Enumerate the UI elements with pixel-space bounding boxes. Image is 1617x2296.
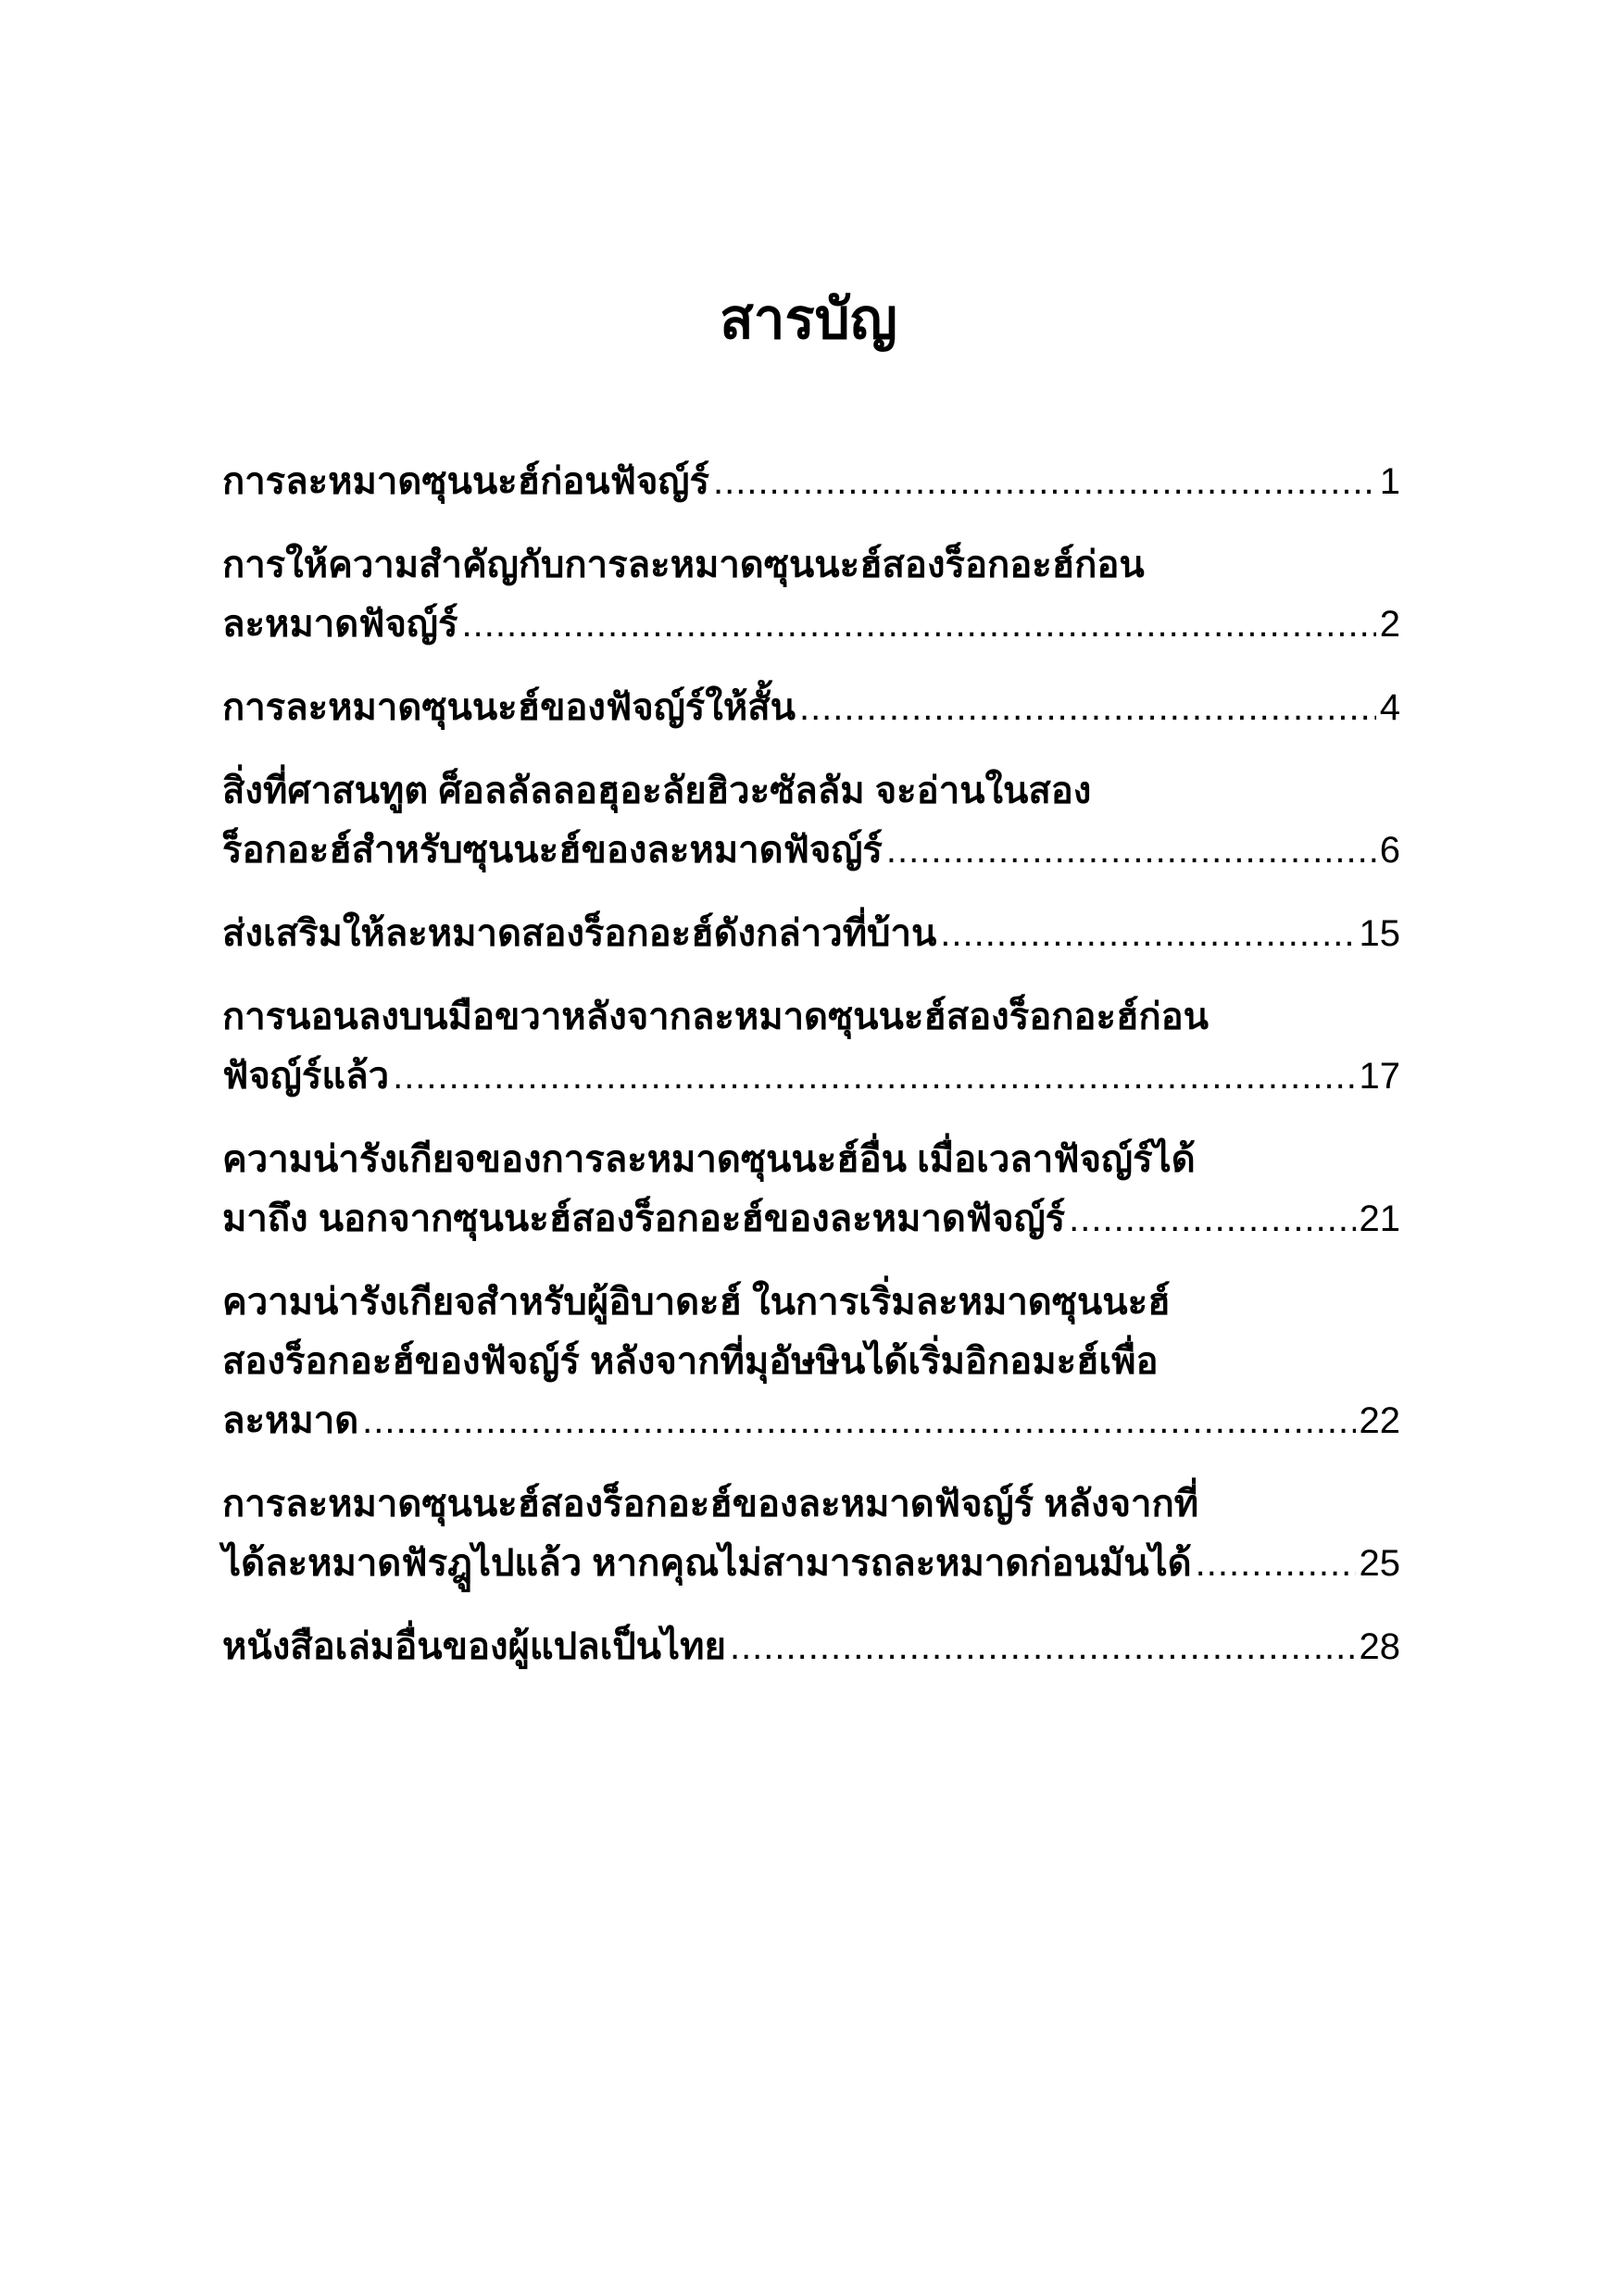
toc-entry-title-line: ความน่ารังเกียจของการละหมาดซุนนะฮ์อื่น เมื่อเวลาฟัจญ์ร์ได้ [222, 1139, 1196, 1180]
toc-entry-title-line: ฟัจญ์ร์แล้ว [222, 1056, 390, 1097]
dot-leader [393, 1047, 1355, 1106]
toc-entry-title-line: สิ่งที่ศาสนทูต ศ็อลลัลลอฮุอะลัยฮิวะซัลลัม จะอ่านในสอง [222, 771, 1092, 811]
toc-entry-last-line [222, 1047, 1400, 1106]
toc-entry[interactable] [222, 1474, 1400, 1593]
toc-entry-title-line: การนอนลงบนมือขวาหลังจากละหมาดซุนนะฮ์สองร็อกอะฮ์ก่อน [222, 997, 1209, 1037]
toc-entry-last-line [222, 1189, 1400, 1248]
toc-entry-title-line: ความน่ารังเกียจสำหรับผู้อิบาดะฮ์ ในการเริ่มละหมาดซุนนะฮ์ [222, 1282, 1171, 1323]
toc-page-number: 2 [1379, 604, 1400, 645]
toc-entry-last-line [222, 821, 1400, 880]
table-of-contents [222, 452, 1400, 1700]
toc-entry[interactable] [222, 904, 1400, 963]
dot-leader [799, 678, 1376, 737]
toc-entry-title-line: การละหมาดซุนนะฮ์สองร็อกอะฮ์ของละหมาดฟัจญ์ร์ หลังจากที่ [222, 1484, 1199, 1524]
toc-entry-title-line: การให้ความสำคัญกับการละหมาดซุนนะฮ์สองร็อกอะฮ์ก่อน [222, 545, 1145, 585]
toc-entry-title-line: การละหมาดซุนนะฮ์ก่อนฟัจญ์ร์ [222, 461, 709, 502]
toc-entry-last-line [222, 678, 1400, 737]
dot-leader [362, 1391, 1355, 1450]
toc-entry[interactable] [222, 1273, 1400, 1450]
dot-leader [730, 1617, 1356, 1676]
toc-entry[interactable] [222, 1130, 1400, 1248]
toc-page-number: 28 [1359, 1626, 1400, 1667]
toc-entry-title-line: สองร็อกอะฮ์ของฟัจญ์ร์ หลังจากที่มุอัษษินได้เริ่มอิกอมะฮ์เพื่อ [222, 1341, 1159, 1382]
toc-entry-title-line: ได้ละหมาดฟัรฎูไปแล้ว หากคุณไม่สามารถละหมาดก่อนมันได้ [222, 1543, 1192, 1584]
toc-entry[interactable] [222, 678, 1400, 737]
toc-entry[interactable] [222, 535, 1400, 654]
toc-entry-title-line: มาถึง นอกจากซุนนะฮ์สองร็อกอะฮ์ของละหมาดฟัจญ์ร์ [222, 1198, 1066, 1239]
toc-entry-last-line [222, 1391, 1400, 1450]
toc-page-number: 4 [1379, 687, 1400, 728]
toc-entry-title-line: ละหมาด [222, 1400, 359, 1441]
toc-page-number: 25 [1359, 1543, 1400, 1584]
toc-entry-last-line [222, 904, 1400, 963]
toc-entry-last-line [222, 1617, 1400, 1676]
toc-entry-title-line: การละหมาดซุนนะฮ์ของฟัจญ์ร์ให้สั้น [222, 687, 796, 728]
toc-entry-title-line: หนังสือเล่มอื่นของผู้แปลเป็นไทย [222, 1626, 726, 1667]
dot-leader [940, 904, 1355, 963]
toc-entry[interactable] [222, 1617, 1400, 1676]
toc-page-number: 17 [1359, 1056, 1400, 1097]
toc-entry-last-line [222, 1534, 1400, 1593]
toc-page-number: 22 [1359, 1400, 1400, 1441]
toc-entry[interactable] [222, 761, 1400, 880]
dot-leader [1069, 1189, 1355, 1248]
toc-entry-last-line [222, 595, 1400, 654]
toc-entry-title-line: ละหมาดฟัจญ์ร์ [222, 604, 458, 645]
dot-leader [713, 452, 1376, 511]
page-title: สารบัญ [720, 288, 897, 350]
toc-entry-title-line: ร็อกอะฮ์สำหรับซุนนะฮ์ของละหมาดฟัจญ์ร์ [222, 830, 883, 871]
dot-leader [462, 595, 1376, 654]
toc-page-number: 15 [1359, 913, 1400, 954]
toc-entry-title-line: ส่งเสริมให้ละหมาดสองร็อกอะฮ์ดังกล่าวที่บ้าน [222, 913, 937, 954]
toc-page-number: 1 [1379, 461, 1400, 502]
toc-entry[interactable] [222, 452, 1400, 511]
dot-leader [1196, 1534, 1356, 1593]
toc-page-number: 6 [1379, 830, 1400, 871]
toc-entry-last-line [222, 452, 1400, 511]
toc-entry[interactable] [222, 987, 1400, 1106]
dot-leader [886, 821, 1376, 880]
toc-page-number: 21 [1359, 1198, 1400, 1239]
